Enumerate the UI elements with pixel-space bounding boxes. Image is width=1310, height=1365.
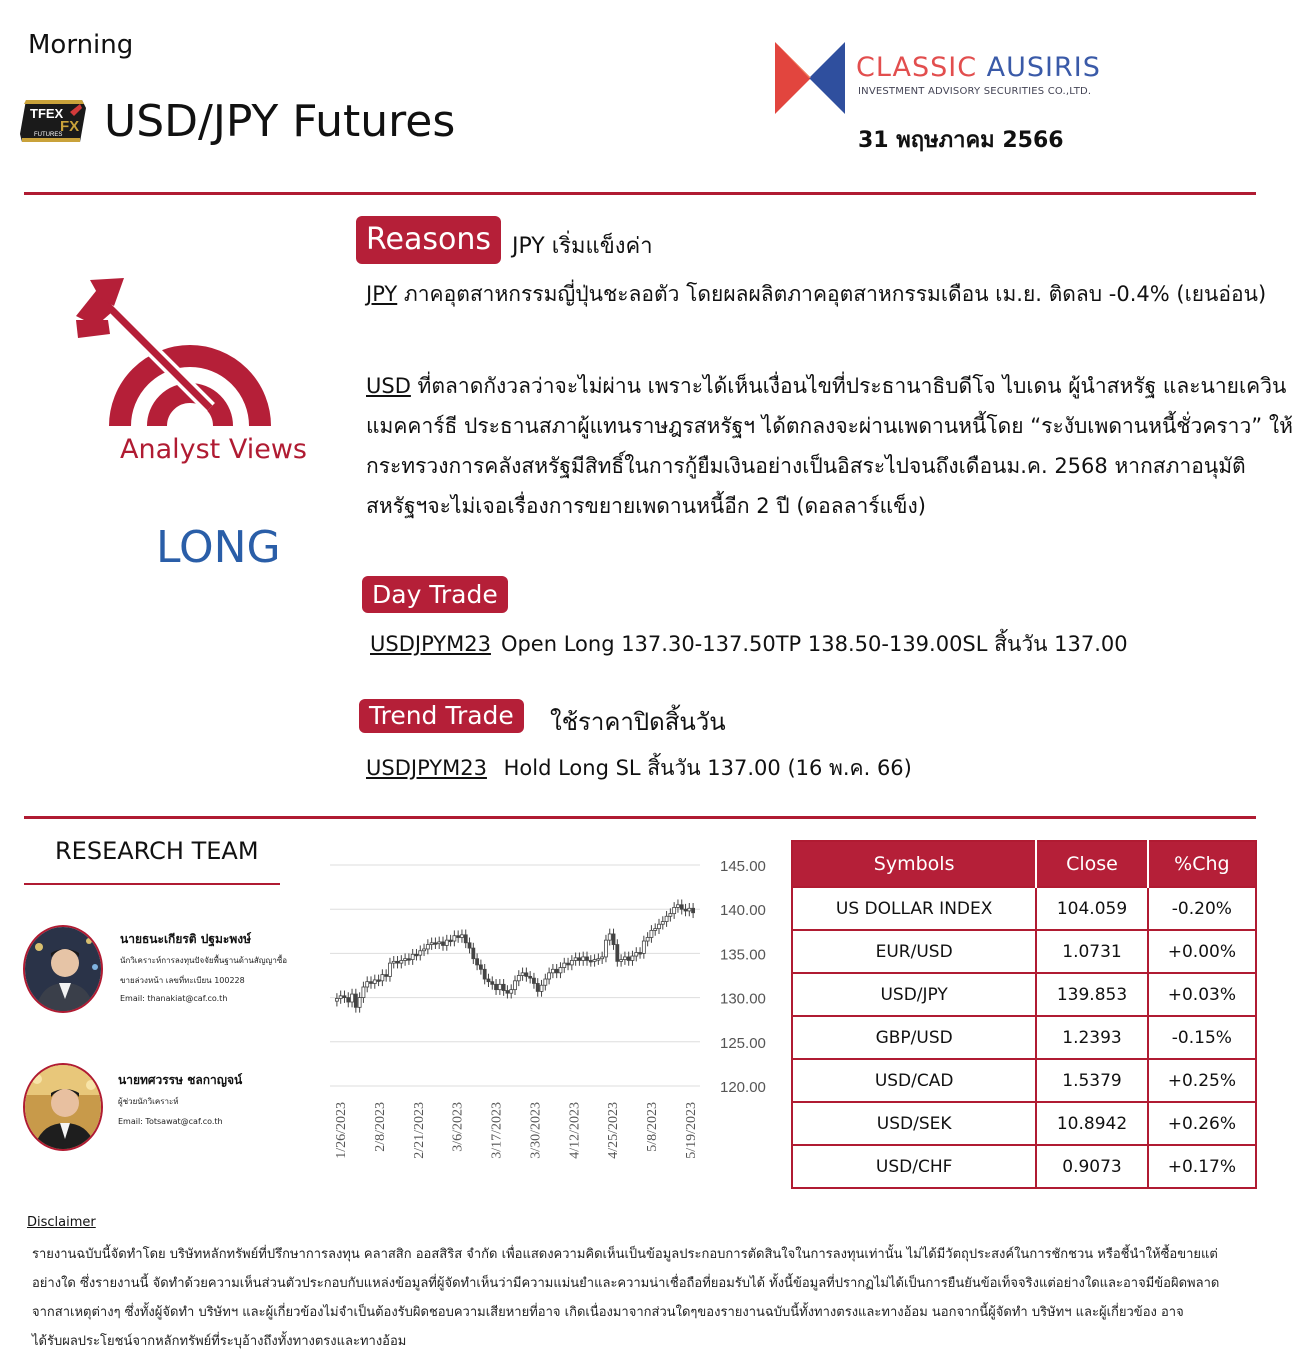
candle-body <box>472 948 475 959</box>
candle-body <box>612 934 615 945</box>
table-cell: +0.03% <box>1148 973 1256 1016</box>
candle-body <box>529 976 532 978</box>
candle-body <box>506 991 509 994</box>
reason-usd-text: ที่ตลาดกังวลว่าจะไม่ผ่าน เพราะได้เห็นเงื่อนไขที่ประธานาธิบดีโจ ไบเดน ผู้นำสหรัฐ และนายเควิน แมคคาร์ธี ประธานสภาผู้แทนราษฎรสหรัฐฯ ได้ตกลงจะผ่านเพดานหนี้โดย “ระงับเพดานหนี้ชั่วคราว” ให้กระทรวงการคลังสหรัฐมีสิทธิ์ในการกู้ยืมเงินอย่างเป็นอิสระไปจนถึงเดือนม.ค. 2568 หากสภาอนุมัติสหรัฐฯจะไม่เจอเรื่องการขยายเพดานหนี้อีก 2 ปี (ดอลลาร์แข็ง) <box>366 374 1293 518</box>
candle-body <box>574 958 577 961</box>
trend-trade-note: ใช้ราคาปิดสิ้นวัน <box>550 708 726 736</box>
candle-body <box>423 949 426 951</box>
table-cell: +0.00% <box>1148 930 1256 973</box>
member-1-role: นักวิเคราะห์การลงทุนปัจจัยพื้นฐานด้านสัญญาซื้อ <box>120 956 288 965</box>
tfex-logo-sub: FUTURES <box>34 132 63 138</box>
candle-body <box>555 969 558 973</box>
candle-body <box>582 957 585 961</box>
y-tick-label: 120.00 <box>720 1079 766 1096</box>
candle-body <box>567 963 570 965</box>
disclaimer-body <box>32 1240 1232 1356</box>
reason-jpy-text: ภาคอุตสาหกรรมญี่ปุ่นชะลอตัว โดยผลผลิตภาคอุตสาหกรรมเดือน เม.ย. ติดลบ -0.4% (เยนอ่อน) <box>397 282 1267 306</box>
disclaimer-line: รายงานฉบับนี้จัดทำโดย บริษัทหลักทรัพย์ที่ปรึกษาการลงทุน คลาสสิก ออสสิริส จำกัด เพื่อแสดงความคิดเห็นเป็นข้อมูลประกอบการตัดสินใจในการลงทุนเท่านั้น ไม่ได้มีวัตถุประสงค์ในการชักชวน หรือชี้นำให้ซื้อขายแต่ <box>32 1247 1218 1262</box>
candle-body <box>540 985 543 991</box>
candle-body <box>604 940 607 957</box>
table-cell: USD/JPY <box>792 973 1036 1016</box>
candle-body <box>442 942 445 946</box>
candle-body <box>673 907 676 913</box>
candle-body <box>608 934 611 940</box>
x-tick-label: 4/12/2023 <box>567 1102 583 1159</box>
candle-body <box>616 945 619 962</box>
person-avatar-icon <box>25 927 103 1013</box>
candle-body <box>479 965 482 969</box>
research-team-title: RESEARCH TEAM <box>55 837 259 865</box>
y-tick-label: 135.00 <box>720 946 766 964</box>
trend-trade-symbol: USDJPYM23 <box>366 756 487 780</box>
x-tick-label: 1/26/2023 <box>334 1102 349 1159</box>
table-cell: 104.059 <box>1036 887 1147 930</box>
member-1-name: นายธนะเกียรติ ปฐมะพงษ์ <box>120 932 252 946</box>
candle-body <box>620 960 623 962</box>
candle-body <box>476 959 479 965</box>
candle-body <box>635 953 638 957</box>
candle-body <box>559 968 562 973</box>
member-2-email: Email: Totsawat@caf.co.th <box>118 1117 223 1126</box>
table-cell: +0.17% <box>1148 1145 1256 1188</box>
candle-body <box>351 994 354 1002</box>
candle-body <box>460 935 463 938</box>
candle-body <box>688 908 691 911</box>
candle-body <box>563 963 566 967</box>
tfex-logo-text: TFEX <box>30 106 64 121</box>
member-1-role2: ขายล่วงหน้า เลขที่ทะเบียน 100228 <box>120 976 245 985</box>
candle-body <box>589 960 592 962</box>
table-row <box>792 1102 1256 1145</box>
reason-jpy <box>366 274 1296 314</box>
reasons-headline: JPY เริ่มแข็งค่า <box>512 234 653 259</box>
table-cell: +0.26% <box>1148 1102 1256 1145</box>
view-long: LONG <box>156 522 281 573</box>
table-cell: 10.8942 <box>1036 1102 1147 1145</box>
quotes-table <box>791 840 1257 1189</box>
candle-body <box>502 984 505 990</box>
edition-label: Morning <box>28 30 134 60</box>
candle-body <box>536 983 539 991</box>
candle-body <box>593 960 596 962</box>
candle-body <box>498 984 501 989</box>
table-cell: -0.15% <box>1148 1016 1256 1059</box>
disclaimer-line: จากสาเหตุต่างๆ ซึ่งทั้งผู้จัดทำ บริษัทฯ และผู้เกี่ยวข้องไม่จำเป็นต้องรับผิดชอบความเสียหายที่อาจ เกิดเนื่องมาจากส่วนใดๆของรายงานฉบับนี้ทั้งทางตรงและทางอ้อม นอกจากนี้ผู้จัดทำ บริษัทฯ และผู้เกี่ยวข้อง อาจ <box>32 1305 1184 1320</box>
candle-body <box>362 987 365 998</box>
table-cell: 139.853 <box>1036 973 1147 1016</box>
table-cell: 1.0731 <box>1036 930 1147 973</box>
candle-body <box>548 973 551 979</box>
trend-trade-text: Hold Long SL สิ้นวัน 137.00 (16 พ.ค. 66) <box>496 756 912 780</box>
target-arrow-icon <box>70 276 310 426</box>
candle-body <box>597 959 600 961</box>
x-tick-label: 4/25/2023 <box>606 1102 622 1159</box>
usdjpy-candlestick-chart <box>320 850 780 1190</box>
candle-body <box>680 905 683 909</box>
candle-body <box>586 957 589 961</box>
candle-body <box>650 930 653 937</box>
table-cell: EUR/USD <box>792 930 1036 973</box>
candle-body <box>544 979 547 985</box>
member-1-email: Email: thanakiat@caf.co.th <box>120 994 228 1003</box>
table-row <box>792 1016 1256 1059</box>
table-cell: -0.20% <box>1148 887 1256 930</box>
candle-body <box>434 943 437 945</box>
x-tick-label: 3/30/2023 <box>528 1102 544 1159</box>
candle-body <box>601 957 604 959</box>
research-team-underline <box>24 883 280 885</box>
candle-body <box>343 996 346 998</box>
svg-text:FX: FX <box>60 118 80 135</box>
x-tick-label: 3/6/2023 <box>450 1102 466 1152</box>
table-cell: USD/CHF <box>792 1145 1036 1188</box>
candle-body <box>438 942 441 944</box>
candle-body <box>646 937 649 941</box>
table-row <box>792 930 1256 973</box>
member-2-role: ผู้ช่วยนักวิเคราะห์ <box>118 1097 179 1106</box>
y-tick-label: 140.00 <box>720 902 766 920</box>
candle-body <box>411 954 414 959</box>
candle-body <box>578 958 581 961</box>
candle-body <box>684 909 687 911</box>
reason-usd <box>366 366 1296 526</box>
candle-body <box>464 935 467 943</box>
candle-body <box>468 943 471 948</box>
candle-body <box>642 941 645 953</box>
day-trade-line <box>370 628 1128 661</box>
candle-body <box>669 914 672 917</box>
candle-body <box>426 945 429 949</box>
candle-body <box>419 951 422 955</box>
table-cell: USD/CAD <box>792 1059 1036 1102</box>
candle-body <box>676 905 679 908</box>
candle-body <box>388 963 391 976</box>
day-trade-text: Open Long 137.30-137.50TP 138.50-139.00SL สิ้นวัน 137.00 <box>500 632 1128 656</box>
candle-body <box>453 936 456 941</box>
table-cell: GBP/USD <box>792 1016 1036 1059</box>
day-trade-symbol: USDJPYM23 <box>370 632 491 656</box>
avatar <box>23 1063 103 1151</box>
table-cell: USD/SEK <box>792 1102 1036 1145</box>
company-subtitle: INVESTMENT ADVISORY SECURITIES CO.,LTD. <box>858 86 1092 97</box>
candle-body <box>370 982 373 984</box>
candle-body <box>385 975 388 977</box>
candle-body <box>627 957 630 961</box>
avatar <box>23 925 103 1013</box>
y-tick-label: 125.00 <box>720 1034 766 1052</box>
table-row <box>792 973 1256 1016</box>
candle-body <box>415 954 418 956</box>
table-header-1: Close <box>1036 841 1147 887</box>
reason-usd-key: USD <box>366 374 411 398</box>
candle-body <box>654 929 657 931</box>
candle-body <box>445 940 448 945</box>
candle-body <box>404 959 407 961</box>
candle-body <box>483 969 486 979</box>
candle-body <box>517 976 520 981</box>
candle-body <box>570 960 573 964</box>
candle-body <box>358 998 361 1008</box>
candle-body <box>658 924 661 928</box>
candle-body <box>335 998 338 1001</box>
disclaimer-title: Disclaimer <box>27 1215 96 1230</box>
candle-body <box>525 973 528 977</box>
candle-body <box>392 961 395 963</box>
x-tick-label: 3/17/2023 <box>489 1102 505 1159</box>
candle-body <box>407 959 410 961</box>
x-tick-label: 2/21/2023 <box>411 1102 427 1159</box>
candle-body <box>551 969 554 973</box>
candle-body <box>514 981 517 990</box>
table-header-0: Symbols <box>792 841 1036 887</box>
candle-body <box>347 998 350 1002</box>
disclaimer-line: อย่างใด ซึ่งรายงานนี้ จัดทำด้วยความเห็นส่วนตัวประกอบกับแหล่งข้อมูลที่ผู้จัดทำเห็นว่ามีความแม่นยำและความน่าเชื่อถือที่ยอมรับได้ ทั้งนี้ข้อมูลที่ปรากฏไม่ได้เป็นการยืนยันข้อเท็จจริงแต่อย่างใดและอาจมีข้อผิดพลาด <box>32 1276 1220 1291</box>
table-header-2: %Chg <box>1148 841 1256 887</box>
table-row <box>792 1145 1256 1188</box>
candle-body <box>339 996 342 999</box>
header-divider <box>24 192 1256 195</box>
tfex-logo-icon <box>20 98 88 144</box>
x-tick-label: 5/19/2023 <box>684 1102 699 1159</box>
page-title: USD/JPY Futures <box>104 96 456 147</box>
candle-body <box>623 957 626 960</box>
y-tick-label: 145.00 <box>720 858 766 875</box>
table-row <box>792 1059 1256 1102</box>
reasons-badge: Reasons <box>356 216 501 264</box>
candle-body <box>631 956 634 960</box>
trend-trade-badge: Trend Trade <box>359 699 524 733</box>
company-name: CLASSIC AUSIRIS <box>856 52 1101 83</box>
person-avatar-icon <box>25 1065 103 1151</box>
candle-body <box>661 922 664 925</box>
table-cell: +0.25% <box>1148 1059 1256 1102</box>
x-tick-label: 5/8/2023 <box>645 1102 661 1152</box>
report-date: 31 พฤษภาคม 2566 <box>858 128 1064 153</box>
candle-body <box>639 953 642 955</box>
candle-body <box>381 975 384 981</box>
candle-body <box>692 908 695 912</box>
candle-body <box>354 994 357 1007</box>
table-cell: US DOLLAR INDEX <box>792 887 1036 930</box>
section-divider <box>24 816 1256 819</box>
candle-body <box>396 961 399 963</box>
table-cell: 1.2393 <box>1036 1016 1147 1059</box>
table-cell: 0.9073 <box>1036 1145 1147 1188</box>
member-2-name: นายทศวรรษ ชลกาญจน์ <box>118 1073 243 1087</box>
candle-body <box>495 984 498 989</box>
candle-body <box>366 982 369 987</box>
candle-body <box>521 973 524 976</box>
candle-body <box>373 980 376 984</box>
disclaimer-line: ได้รับผลประโยชน์จากหลักทรัพย์ที่ระบุอ้างถึงทั้งทางตรงและทางอ้อม <box>32 1334 407 1349</box>
candle-body <box>491 982 494 985</box>
candle-body <box>377 980 380 982</box>
trend-trade-line <box>366 752 912 785</box>
candle-body <box>532 978 535 983</box>
candle-body <box>449 940 452 942</box>
candle-body <box>510 990 513 994</box>
candle-body <box>665 916 668 921</box>
candle-body <box>487 979 490 982</box>
classic-ausiris-logo-icon <box>775 42 845 114</box>
analyst-views-label: Analyst Views <box>120 434 307 465</box>
table-row <box>792 887 1256 930</box>
day-trade-badge: Day Trade <box>362 576 508 613</box>
candle-body <box>430 943 433 945</box>
table-cell: 1.5379 <box>1036 1059 1147 1102</box>
x-tick-label: 2/8/2023 <box>372 1102 388 1152</box>
candle-body <box>457 936 460 938</box>
candle-body <box>400 960 403 963</box>
reason-jpy-key: JPY <box>366 282 398 306</box>
y-tick-label: 130.00 <box>720 990 766 1008</box>
